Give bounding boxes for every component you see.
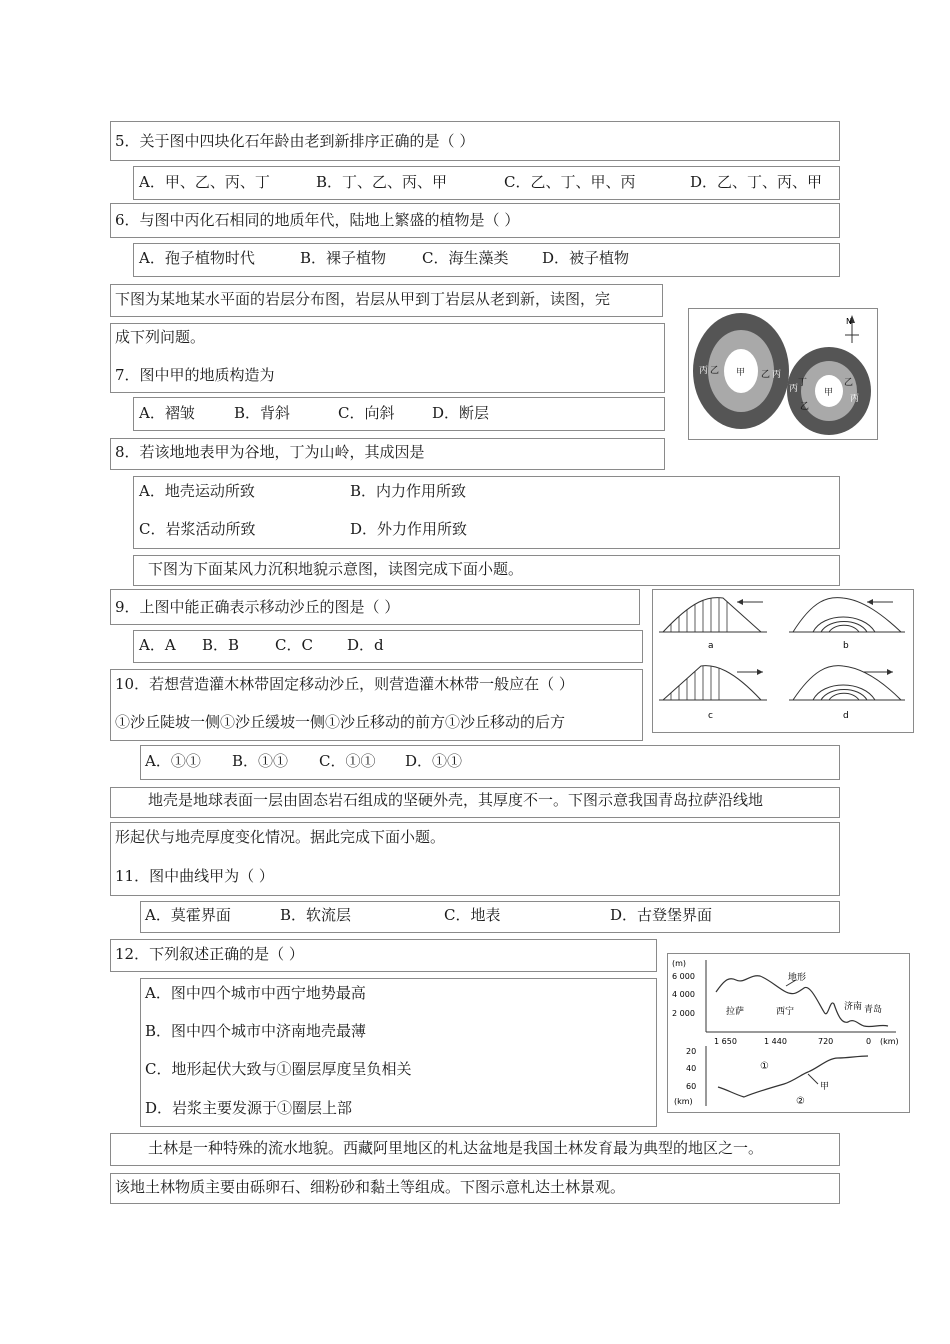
city-label-jinan: 济南 — [844, 1002, 863, 1012]
q11-stem: 11．图中曲线甲为（ ） — [115, 867, 274, 885]
q10-option-a: A．①① — [145, 752, 201, 770]
q12-option-c: C．地形起伏大致与①圈层厚度呈负相关 — [145, 1060, 412, 1078]
crust-intro-line1: 地壳是地球表面一层由固态岩石组成的坚硬外壳，其厚度不一。下图示意我国青岛拉萨沿线地 — [148, 791, 764, 809]
top-axis-tick: 6 000 — [672, 972, 695, 981]
q9-option-b: B．B — [202, 636, 240, 654]
q10-stem: 10．若想营造灌木林带固定移动沙丘，则营造灌木林带一般应在（ ） — [115, 675, 574, 693]
rock-label: 乙 — [710, 366, 720, 376]
dune-diagram-b — [789, 598, 905, 651]
rock-label: 甲 — [736, 368, 746, 378]
q10-option-c: C．①① — [319, 752, 376, 770]
dune-label-c: c — [708, 711, 713, 721]
q9-option-a: A．A — [139, 636, 176, 654]
q5-stem: 5．关于图中四块化石年龄由老到新排序正确的是（ ） — [115, 132, 475, 150]
dune-label-d: d — [843, 711, 849, 721]
rock-label: 乙 — [800, 402, 810, 412]
q7-option-d: D．断层 — [432, 404, 490, 422]
q7-option-a: A．褶皱 — [139, 404, 195, 422]
q9-stem: 9．上图中能正确表示移动沙丘的图是（ ） — [115, 598, 400, 616]
bottom-axis-tick: 20 — [686, 1047, 697, 1056]
q12-option-a: A．图中四个城市中西宁地势最高 — [145, 984, 366, 1002]
rock-label: 乙 — [761, 370, 771, 380]
top-axis-tick: 4 000 — [672, 990, 695, 999]
q7-option-b: B．背斜 — [234, 404, 291, 422]
rock-layer-map — [689, 309, 877, 439]
crust-intro-line2: 形起伏与地壳厚度变化情况。据此完成下面小题。 — [115, 828, 446, 846]
tulin-intro-line1: 土林是一种特殊的流水地貌。西藏阿里地区的札达盆地是我国土林发育最为典型的地区之一。 — [148, 1139, 764, 1157]
north-arrow — [845, 315, 859, 343]
curve-leader — [808, 1074, 818, 1084]
tulin-intro-line2: 该地土林物质主要由砾卵石、细粉砂和黏土等组成。下图示意札达土林景观。 — [115, 1178, 626, 1196]
bottom-axis-tick: 40 — [686, 1064, 697, 1073]
dune-label-b: b — [843, 641, 849, 651]
rock-intro-line1: 下图为某地某水平面的岩层分布图，岩层从甲到丁岩层从老到新，读图，完 — [115, 290, 611, 308]
rock-label: 丁 — [798, 378, 808, 388]
q5-option-b: B．丁、乙、丙、甲 — [316, 173, 448, 191]
x-axis-unit: (km) — [880, 1037, 899, 1046]
rock-label: 丙 — [789, 384, 799, 394]
crust-profile-figure — [667, 953, 910, 1113]
rock-label: 乙 — [844, 378, 854, 388]
rock-label: 丙 — [850, 394, 860, 404]
rock-label: 甲 — [824, 388, 834, 398]
dune-label-a: a — [708, 641, 714, 651]
dune-diagram-d — [789, 666, 905, 721]
rock-label: 丙 — [772, 370, 782, 380]
q12-stem: 12．下列叙述正确的是（ ） — [115, 945, 304, 963]
q6-option-a: A．孢子植物时代 — [139, 249, 255, 267]
layer-1-label: ① — [760, 1061, 769, 1072]
q5-option-a: A．甲、乙、丙、丁 — [139, 173, 270, 191]
rock-layer-figure — [688, 308, 878, 440]
sand-dune-figure — [652, 589, 914, 733]
city-label-xining: 西宁 — [776, 1007, 795, 1017]
curve-label: 甲 — [820, 1082, 830, 1092]
q12-option-b: B．图中四个城市中济南地壳最薄 — [145, 1022, 367, 1040]
moho-curve — [718, 1056, 868, 1097]
city-label-lhasa: 拉萨 — [726, 1007, 745, 1017]
q6-stem: 6．与图中丙化石相同的地质年代，陆地上繁盛的植物是（ ） — [115, 211, 520, 229]
sand-dune-diagrams — [653, 590, 913, 732]
rock-label: 丙 — [699, 366, 709, 376]
q7-options-box — [133, 397, 665, 431]
q6-option-d: D．被子植物 — [542, 249, 630, 267]
q11-option-b: B．软流层 — [280, 906, 352, 924]
q10-option-b: B．①① — [232, 752, 289, 770]
dune-intro: 下图为下面某风力沉积地貌示意图，读图完成下面小题。 — [148, 560, 524, 578]
x-axis-tick: 1 440 — [764, 1037, 787, 1046]
q9-option-d: D．d — [347, 636, 384, 654]
q8-option-b: B．内力作用所致 — [350, 482, 467, 500]
q5-option-d: D．乙、丁、丙、甲 — [690, 173, 823, 191]
q11-option-a: A．莫霍界面 — [145, 906, 231, 924]
terrain-curve — [716, 976, 888, 1027]
dune-diagram-c — [659, 660, 767, 721]
q11-option-d: D．古登堡界面 — [610, 906, 713, 924]
q9-option-c: C．C — [275, 636, 313, 654]
q12-option-d: D．岩浆主要发源于①圈层上部 — [145, 1099, 353, 1117]
bottom-axis-unit: (km) — [674, 1097, 693, 1106]
q8-option-d: D．外力作用所致 — [350, 520, 468, 538]
q11-option-c: C．地表 — [444, 906, 501, 924]
city-label-qingdao: 青岛 — [864, 1005, 883, 1015]
q7-option-c: C．向斜 — [338, 404, 395, 422]
top-axis-tick: 2 000 — [672, 1009, 695, 1018]
x-axis-tick: 720 — [818, 1037, 834, 1046]
rock-intro-line2: 成下列问题。 — [115, 328, 206, 346]
q7-stem: 7．图中甲的地质构造为 — [115, 366, 275, 384]
q6-option-b: B．裸子植物 — [300, 249, 387, 267]
q8-option-c: C．岩浆活动所致 — [139, 520, 256, 538]
layer-2-label: ② — [796, 1096, 805, 1107]
crust-profile-chart — [668, 954, 909, 1112]
x-axis-tick: 1 650 — [714, 1037, 737, 1046]
q8-stem: 8．若该地地表甲为谷地，丁为山岭，其成因是 — [115, 443, 425, 461]
north-label: N — [846, 317, 852, 326]
terrain-label: 地形 — [788, 973, 807, 983]
top-axis-unit: (m) — [672, 959, 687, 968]
q5-option-c: C．乙、丁、甲、丙 — [504, 173, 636, 191]
bottom-axis-tick: 60 — [686, 1082, 697, 1091]
x-axis-tick: 0 — [866, 1037, 872, 1046]
q10-choices-line: ①沙丘陡坡一侧①沙丘缓坡一侧①沙丘移动的前方①沙丘移动的后方 — [115, 713, 566, 731]
q10-option-d: D．①① — [405, 752, 463, 770]
dune-diagram-a — [659, 590, 767, 651]
q8-option-a: A．地壳运动所致 — [139, 482, 255, 500]
q6-option-c: C．海生藻类 — [422, 249, 509, 267]
